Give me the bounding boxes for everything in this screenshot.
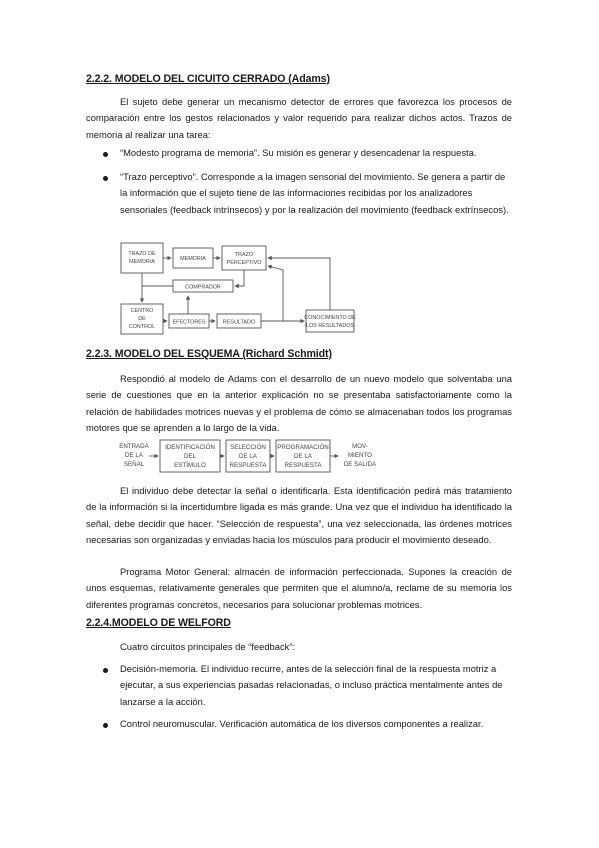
adams-box-trazo-perceptivo-l2: PERCEPTIVO xyxy=(226,260,262,266)
schmidt-programacion-l1: PROGRAMACIÓN xyxy=(277,444,329,451)
schmidt-seleccion-l2: DE LA xyxy=(239,453,257,460)
adams-box-efectores: EFECTORES xyxy=(172,319,206,326)
adams-box-comparador: COMPRADOR xyxy=(185,284,221,291)
adams-intro-text: El sujeto debe generar un mecanismo detector de errores que favorezca los procesos de comparación entre los gestos relacionados y valor requerido para realizar dichos actos. Trazos de memoria al realizar una tarea: xyxy=(86,96,512,140)
adams-box-trazo-memoria-l1: TRAZO DE xyxy=(128,251,156,257)
adams-box-centro-l3: CONTROL xyxy=(128,324,156,330)
welford-intro-text: Cuatro circuitos principales de “feedback”: xyxy=(120,641,296,652)
adams-bullet-2: “Trazo perceptivo”. Corresponde a la imagen sensorial del movimiento. Se genera a partir de la información que el sujeto tiene de las informaciones recibidas por los analizadores sensoriales (feedback intrínsecos) y por la realización del movimiento (feedback extrínsecos). xyxy=(120,171,509,215)
adams-diagram xyxy=(118,238,358,338)
section-heading-schmidt: 2.2.3. MODELO DEL ESQUEMA (Richard Schmidt) xyxy=(86,348,332,360)
welford-bullet-1: Decisión-memoria. El individuo recurre, antes de la selección final de la respuesta motriz a ejecutar, a sus experiencias pasadas relacionadas, o incluso práctica mentalmente antes de lanzarse a la acción. xyxy=(120,663,503,707)
schmidt-seleccion-l1: SELECCIÓN xyxy=(230,444,266,451)
schmidt-paragraph-2 xyxy=(86,483,512,548)
schmidt-diagram xyxy=(116,437,384,477)
schmidt-movimiento-l3: DE SALIDA xyxy=(343,461,377,468)
schmidt-entrada-l3: SEÑAL xyxy=(123,461,145,468)
bullet-icon xyxy=(103,152,108,157)
adams-box-centro-l1: CENTRO xyxy=(130,308,154,314)
schmidt-identificacion-l1: IDENTIFICACIÓN xyxy=(165,444,215,451)
adams-box-trazo-perceptivo-l1: TRAZO xyxy=(234,252,254,258)
schmidt-intro-text: Respondió al modelo de Adams con el desarrollo de un nuevo modelo que solventaba una serie de cuestiones que en la anterior explicación no se presentaba satisfactoriamente como la relación de habilidades motrices nuevas y el problema de cómo se almacenaban todos los programas motores que se aprenden a lo largo de la vida. xyxy=(86,373,512,433)
schmidt-seleccion-l3: RESPUESTA xyxy=(229,462,267,469)
schmidt-paragraph-2-text: El individuo debe detectar la señal o identificarla. Esta identificación pedirá más tratamiento de la información si la incertidumbre ligada es más grande. Una vez que el individuo ha identificado la señal, debe decidir que hacer. “Selección de respuesta”, una vez seleccionada, las órdenes motrices necesarias son organizadas y enviadas hacia los músculos para producir el movimiento deseado. xyxy=(86,485,512,545)
adams-box-centro-l2: DE xyxy=(138,316,146,322)
schmidt-paragraph-3 xyxy=(86,564,512,613)
adams-box-memoria: MEMORIA xyxy=(180,256,206,262)
bullet-icon xyxy=(103,723,108,728)
schmidt-paragraph-3-text: Programa Motor General: almacén de información perfeccionada. Supones la creación de unos esquemas, relativamente generales que permiten que el alumno/a, reclame de su memoria los diferentes programas concretos, necesarios para solucionar problemas motrices. xyxy=(86,566,512,610)
adams-box-conocimiento-l1: CONOCIMIENTO DE xyxy=(304,315,356,321)
adams-intro-paragraph xyxy=(86,94,512,143)
schmidt-entrada-l2: DE LA xyxy=(125,452,143,459)
schmidt-entrada-l1: ENTRADA xyxy=(119,443,149,450)
adams-box-trazo-memoria-l2: MEMORIA xyxy=(129,259,155,265)
welford-intro-paragraph xyxy=(86,639,512,655)
adams-box-resultado: RESULTADO xyxy=(222,319,256,326)
schmidt-identificacion-l3: ESTÍMULO xyxy=(174,462,206,469)
schmidt-intro-paragraph xyxy=(86,371,512,436)
welford-bullet-2: Control neuromuscular. Verificación automática de los diversos componentes a realizar. xyxy=(120,718,484,729)
schmidt-movimiento-l2: MIENTO xyxy=(348,452,372,459)
schmidt-movimiento-l1: MOV- xyxy=(352,443,368,450)
adams-bullet-1: “Modesto programa de memoria”. Su misión es generar y desencadenar la respuesta. xyxy=(120,147,477,158)
schmidt-programacion-l3: RESPUESTA xyxy=(284,462,322,469)
bullet-icon xyxy=(103,176,108,181)
schmidt-programacion-l2: DE LA xyxy=(294,453,312,460)
schmidt-identificacion-l2: DEL xyxy=(183,453,197,460)
section-heading-welford: 2.2.4.MODELO DE WELFORD xyxy=(86,617,231,629)
adams-box-conocimiento-l2: LOS RESULTADOS xyxy=(305,323,355,329)
section-heading-adams: 2.2.2. MODELO DEL CICUITO CERRADO (Adams) xyxy=(86,73,330,85)
bullet-icon xyxy=(103,668,108,673)
